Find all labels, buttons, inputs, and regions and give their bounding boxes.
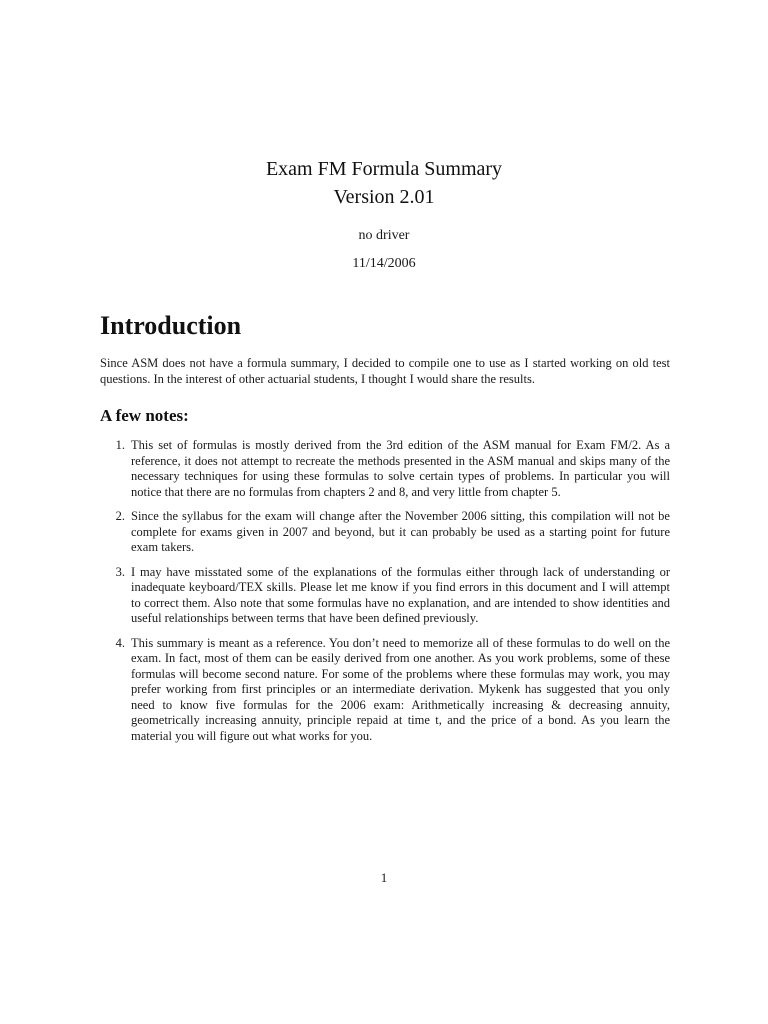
introduction-heading: Introduction bbox=[100, 311, 242, 340]
note-text: This set of formulas is mostly derived from the 3rd edition of the ASM manual for Exam FM/2. As a reference, it does not attempt to recreate the methods presented in the ASM manual and skips many of the necessary techniques for using these formulas to solve certain types of problems. In particular you will notice that there are no formulas from chapters 2 and 8, and very little from chapter 5. bbox=[131, 438, 670, 499]
document-date: 11/14/2006 bbox=[352, 256, 416, 271]
page-number: 1 bbox=[380, 870, 388, 885]
note-number: 2. bbox=[115, 509, 125, 523]
notes-heading: A few notes: bbox=[100, 406, 189, 425]
notes-list bbox=[100, 438, 670, 753]
note-number: 3. bbox=[115, 564, 125, 579]
note-item-3 bbox=[100, 565, 670, 627]
note-item-1 bbox=[100, 438, 670, 500]
note-text: Since the syllabus for the exam will change after the November 2006 sitting, this compilation will not be complete for exams given in 2007 and beyond, but it can probably be used as a starting point for future exam takers. bbox=[131, 509, 670, 554]
note-number: 4. bbox=[115, 635, 125, 650]
note-text: I may have misstated some of the explanations of the formulas either through lack of understanding or inadequate keyboard/TEX skills. Please let me know if you find errors in this document and I will attempt to correct them. Also note that some formulas have no explanation, and are intended to show identities and useful relationships between terms that have been defined previously. bbox=[131, 564, 670, 625]
note-item-4 bbox=[100, 636, 670, 745]
document-title: Exam FM Formula Summary bbox=[265, 158, 503, 180]
document-author: no driver bbox=[358, 228, 410, 243]
document-version: Version 2.01 bbox=[333, 186, 435, 208]
note-text: This summary is meant as a reference. You don’t need to memorize all of these formulas to do well on the exam. In fact, most of them can be easily derived from one another. As you work problems, some of these formulas will become second nature. For some of the problems where these formulas may work, you may prefer working from first principles or an intermediate derivation. Mykenk has suggested that you only need to know five formulas for the 2006 exam: Arithmetically increasing & decreasing annuity, geometrically increasing annuity, principle repaid at time t, and the price of a bond. As you learn the material you will figure out what works for you. bbox=[131, 635, 670, 743]
title-block bbox=[0, 155, 768, 273]
introduction-paragraph: Since ASM does not have a formula summary, I decided to compile one to use as I started working on old test questions. In the interest of other actuarial students, I thought I would share the results. bbox=[100, 356, 670, 386]
note-item-2 bbox=[100, 509, 670, 556]
note-number: 1. bbox=[115, 438, 125, 452]
